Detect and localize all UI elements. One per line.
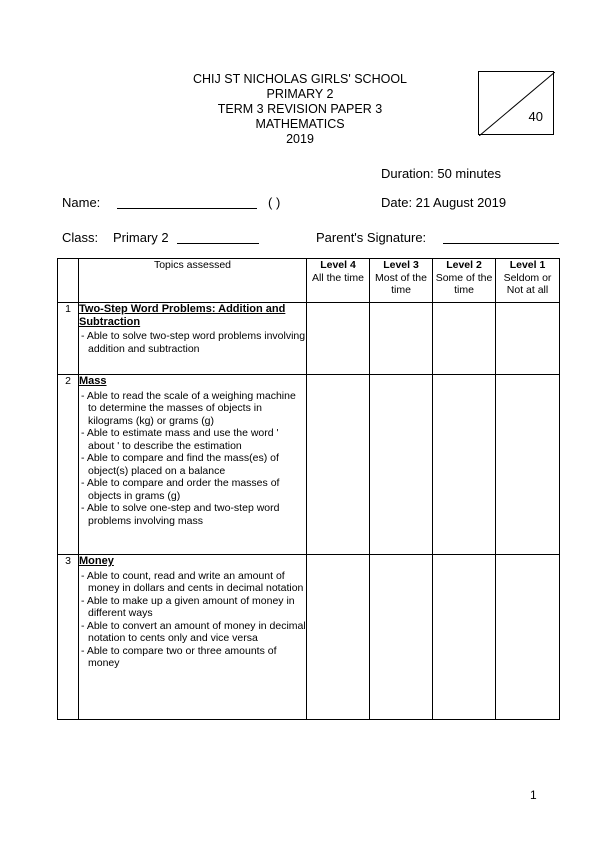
level-4-cell[interactable] [307, 303, 370, 375]
level-1-name: Level 1 [509, 259, 546, 271]
level-2-header [433, 259, 496, 303]
objectives-list [79, 390, 306, 528]
level-1-cell[interactable] [496, 555, 560, 720]
objective-item: - Able to compare and find the mass(es) of object(s) placed on a balance [79, 452, 306, 477]
objective-item: - Able to solve one-step and two-step word problems involving mass [79, 502, 306, 527]
level-1-header [496, 259, 560, 303]
level-3-cell[interactable] [370, 303, 433, 375]
class-value: Primary 2 [113, 230, 169, 245]
objectives-list [79, 330, 306, 355]
score-diagonal [479, 72, 555, 136]
class-label: Class: [62, 230, 99, 245]
number-header [58, 259, 79, 303]
level-4-desc: All the time [312, 271, 364, 284]
topic-cell [79, 555, 307, 720]
level-3-desc: Most of the time [375, 271, 427, 296]
table-header-row [58, 259, 560, 303]
duration: Duration: 50 minutes [381, 166, 501, 181]
class-field[interactable] [177, 243, 259, 244]
level-2-cell[interactable] [433, 303, 496, 375]
topic-title: Money [79, 555, 114, 567]
table-row [58, 375, 560, 555]
topics-table [57, 258, 560, 720]
row-number: 2 [58, 375, 79, 555]
signature-label: Parent's Signature: [316, 230, 427, 245]
topic-cell [79, 375, 307, 555]
exam-date: Date: 21 August 2019 [381, 195, 507, 210]
level-3-cell[interactable] [370, 375, 433, 555]
level-3-header [370, 259, 433, 303]
score-box [478, 71, 554, 135]
row-number: 1 [58, 303, 79, 375]
level-1-cell[interactable] [496, 375, 560, 555]
school-name: CHIJ ST NICHOLAS GIRLS' SCHOOL [192, 72, 407, 86]
table-row [58, 303, 560, 375]
objective-item: - Able to count, read and write an amount of money in dollars and cents in decimal notation [79, 570, 306, 595]
level-4-cell[interactable] [307, 375, 370, 555]
topic-title: Mass [79, 375, 107, 387]
subject: MATHEMATICS [255, 117, 345, 131]
exam-header [150, 72, 450, 147]
paper-title: TERM 3 REVISION PAPER 3 [217, 102, 383, 116]
level-3-cell[interactable] [370, 555, 433, 720]
objectives-list [79, 570, 306, 670]
signature-field[interactable] [443, 243, 559, 244]
class-level: PRIMARY 2 [266, 87, 334, 101]
level-1-cell[interactable] [496, 303, 560, 375]
objective-item: - Able to read the scale of a weighing machine to determine the masses of objects in kilograms (kg) or grams (g) [79, 390, 306, 428]
level-1-desc: Seldom or Not at all [503, 271, 552, 296]
page-number: 1 [530, 788, 537, 802]
topics-header: Topics assessed [79, 259, 307, 303]
level-4-cell[interactable] [307, 555, 370, 720]
register-number-field[interactable]: ( ) [268, 195, 281, 210]
level-4-name: Level 4 [320, 259, 356, 271]
objective-item: - Able to make up a given amount of money in different ways [79, 595, 306, 620]
table-row [58, 555, 560, 720]
level-3-name: Level 3 [383, 259, 419, 271]
objective-item: - Able to estimate mass and use the word ' about ' to describe the estimation [79, 427, 306, 452]
level-2-cell[interactable] [433, 375, 496, 555]
level-4-header [307, 259, 370, 303]
row-number: 3 [58, 555, 79, 720]
level-2-desc: Some of the time [435, 271, 493, 296]
topic-title: Two-Step Word Problems: Addition and Subtraction [79, 303, 286, 328]
name-label: Name: [62, 195, 101, 210]
level-2-cell[interactable] [433, 555, 496, 720]
name-field[interactable] [117, 208, 257, 209]
objective-item: - Able to compare two or three amounts of money [79, 645, 306, 670]
objective-item: - Able to convert an amount of money in decimal notation to cents only and vice versa [79, 620, 306, 645]
objective-item: - Able to solve two-step word problems involving addition and subtraction [79, 330, 306, 355]
year: 2019 [286, 132, 314, 146]
level-2-name: Level 2 [446, 259, 482, 271]
score-total: 40 [528, 109, 543, 124]
topic-cell [79, 303, 307, 375]
objective-item: - Able to compare and order the masses of objects in grams (g) [79, 477, 306, 502]
